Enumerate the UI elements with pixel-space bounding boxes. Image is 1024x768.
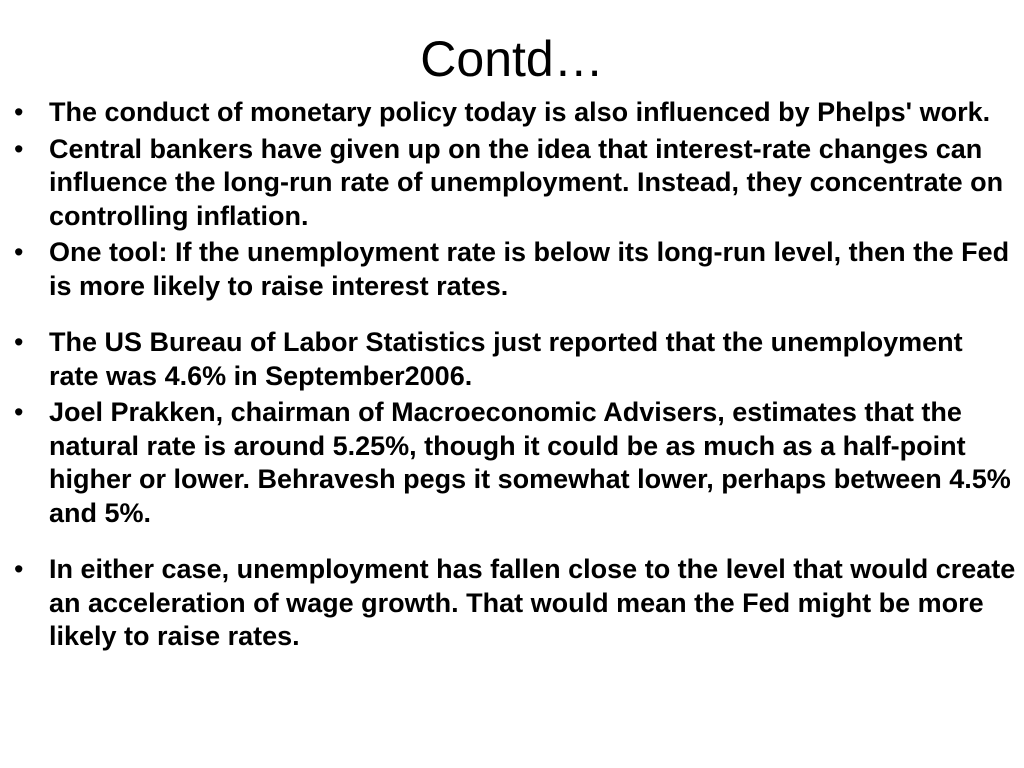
bullet-marker: • bbox=[14, 133, 24, 164]
bullet-marker: • bbox=[14, 237, 24, 267]
bullet-text: The conduct of monetary policy today is also influenced by Phelps' work. bbox=[49, 97, 991, 127]
bullet-text: In either case, unemployment has fallen close to the level that would create an acceleration of wage growth. That would mean the Fed might be more likely to raise rates. bbox=[49, 554, 1016, 651]
bullet-item bbox=[0, 326, 1024, 393]
bullet-text: Central bankers have given up on the idea that interest-rate changes can influence the long-run rate of unemployment. Instead, they concentrate on controlling inflation. bbox=[49, 133, 1004, 231]
bullet-item bbox=[0, 236, 1024, 303]
bullet-text: Joel Prakken, chairman of Macroeconomic Advisers, estimates that the natural rate is around 5.25%, though it could be as much as a half-point higher or lower. Behravesh pegs it somewhat lower, perhaps between 4.5% and 5%. bbox=[49, 397, 1011, 528]
bullet-marker: • bbox=[14, 97, 24, 127]
bullet-marker: • bbox=[14, 554, 24, 584]
bullet-text: The US Bureau of Labor Statistics just reported that the unemployment rate was 4.6% in September2006. bbox=[49, 327, 963, 391]
bullet-item bbox=[0, 133, 1024, 234]
bullet-marker: • bbox=[14, 327, 24, 357]
bullet-list bbox=[0, 96, 1024, 654]
bullet-text: One tool: If the unemployment rate is below its long-run level, then the Fed is more likely to raise interest rates. bbox=[49, 237, 1010, 301]
bullet-marker: • bbox=[14, 397, 24, 427]
bullet-item bbox=[0, 553, 1024, 654]
bullet-item bbox=[0, 396, 1024, 530]
bullet-item bbox=[0, 96, 1024, 130]
slide-title: Contd… bbox=[420, 31, 604, 87]
